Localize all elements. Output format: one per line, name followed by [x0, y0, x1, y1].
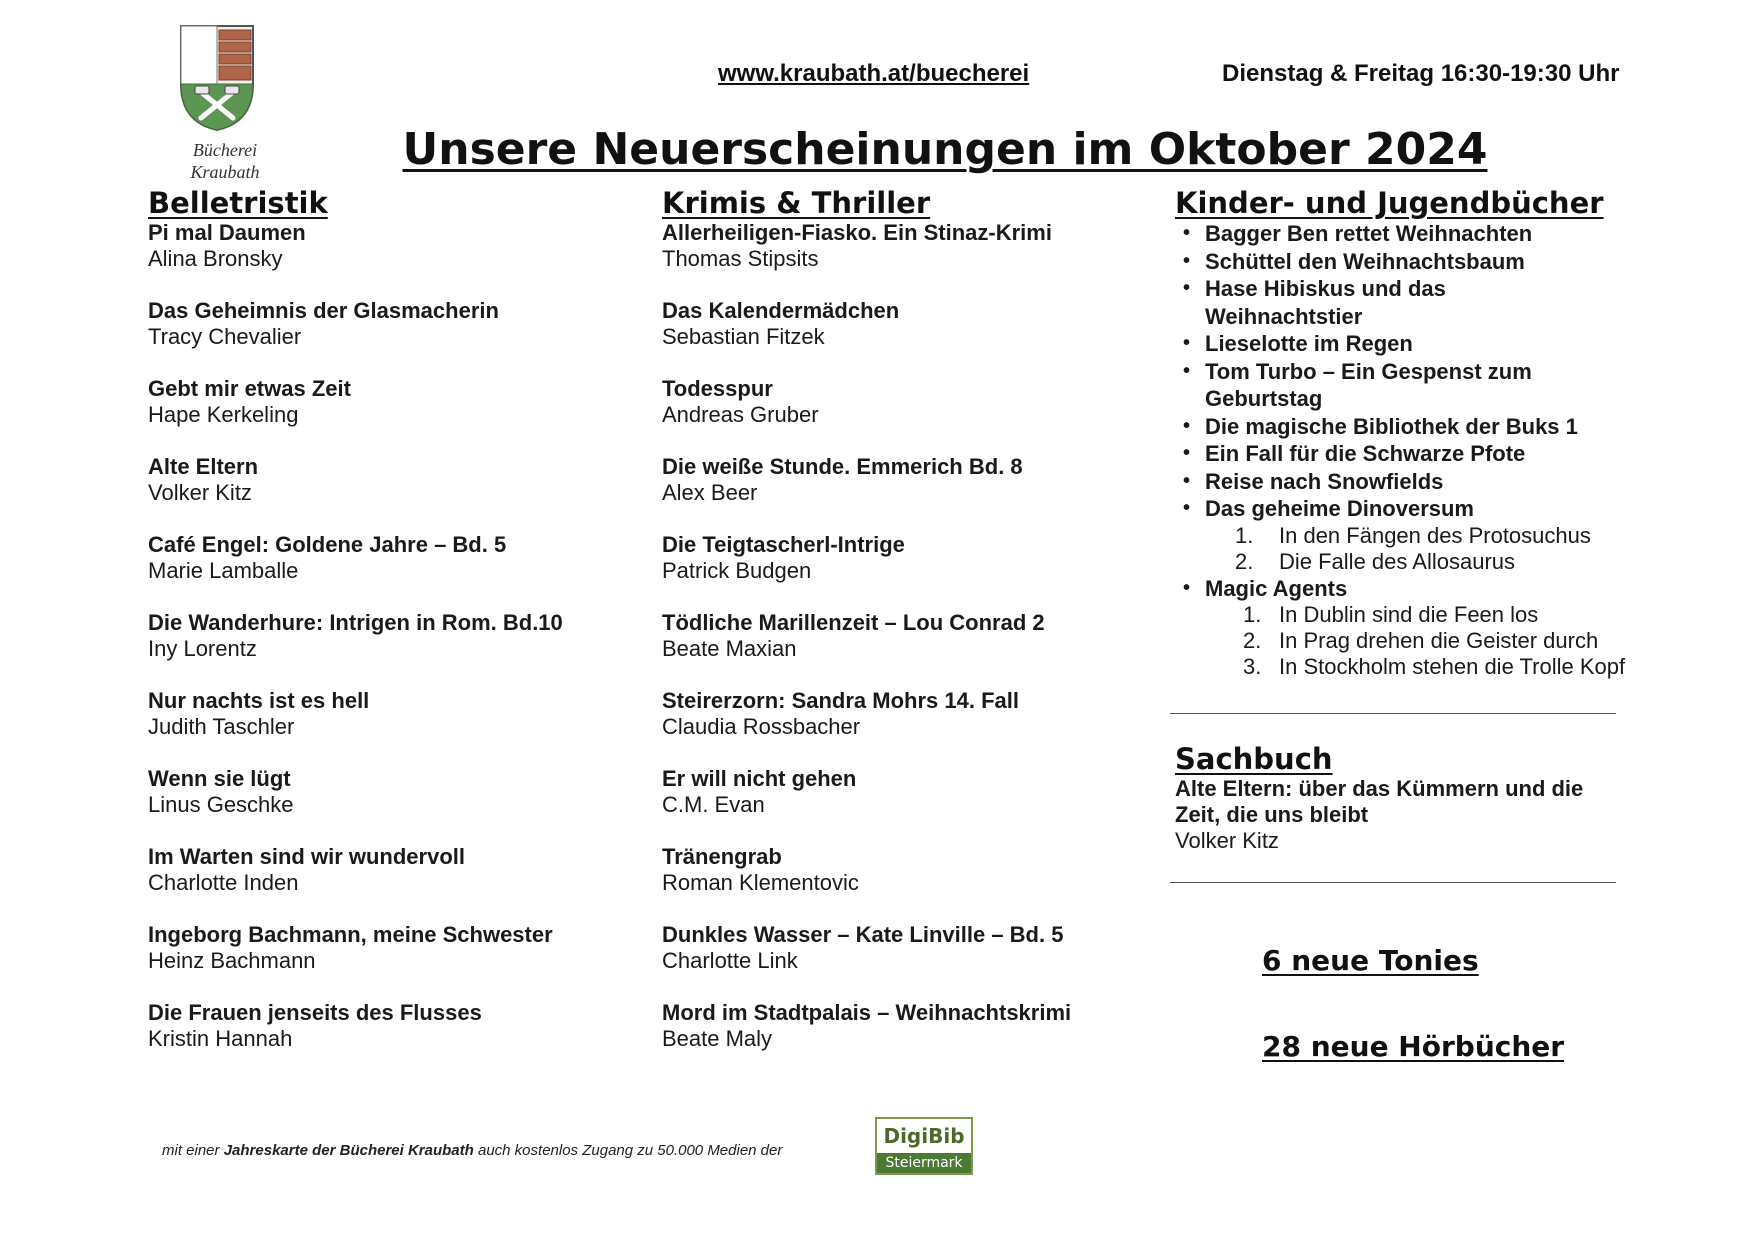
- digibib-badge[interactable]: [875, 1117, 973, 1175]
- book-entry: [148, 1000, 648, 1052]
- book-entry: [148, 922, 648, 974]
- item-number: 2.: [1243, 628, 1262, 653]
- sachbuch-section: [1175, 742, 1615, 854]
- footer-bold: Jahreskarte der Bücherei Kraubath: [223, 1142, 474, 1159]
- logo-line-2: Kraubath: [190, 162, 260, 182]
- book-title: Alte Eltern: über das Kümmern und die Zeit, die uns bleibt: [1175, 776, 1584, 827]
- book-entry: [148, 220, 648, 272]
- sublist-item: [1205, 654, 1635, 680]
- website-link[interactable]: www.kraubath.at/buecherei: [718, 60, 1030, 87]
- list-item-text: Ein Fall für die Schwarze Pfote: [1205, 441, 1526, 466]
- book-entry: [662, 766, 1182, 818]
- book-entry: [148, 454, 648, 506]
- sublist-item: [1205, 523, 1635, 549]
- krimis-column: [662, 186, 1182, 1078]
- sublist-item-text: Die Falle des Allosaurus: [1279, 548, 1516, 574]
- book-entry: [148, 766, 648, 818]
- bullet-icon: •: [1183, 414, 1191, 437]
- book-title: Im Warten sind wir wundervoll: [148, 844, 466, 869]
- list-item: [1175, 468, 1635, 496]
- book-author: Sebastian Fitzek: [662, 324, 825, 349]
- book-author: Roman Klementovic: [662, 870, 859, 895]
- sublist-item-text: In den Fängen des Protosuchus: [1279, 522, 1591, 548]
- divider-2: [1170, 882, 1616, 883]
- list-item-text: Lieselotte im Regen: [1205, 331, 1413, 356]
- book-author: Heinz Bachmann: [148, 948, 316, 973]
- book-author: Andreas Gruber: [662, 402, 819, 427]
- belletristik-list: [148, 220, 648, 1052]
- book-author: C.M. Evan: [662, 792, 765, 817]
- kinder-list: [1175, 220, 1635, 680]
- book-entry: [148, 610, 648, 662]
- book-author: Marie Lamballe: [148, 558, 299, 583]
- item-number: 1.: [1235, 522, 1254, 548]
- book-entry: [662, 454, 1182, 506]
- sublist-item: [1205, 602, 1635, 628]
- list-item: [1175, 330, 1635, 358]
- book-author: Charlotte Inden: [148, 870, 299, 895]
- list-item-text: Tom Turbo – Ein Gespenst zum: [1205, 358, 1532, 384]
- book-entry: [662, 922, 1182, 974]
- list-item: [1175, 248, 1635, 276]
- list-item-text: Hase Hibiskus und das: [1205, 276, 1446, 301]
- book-author: Charlotte Link: [662, 948, 798, 973]
- book-author: Alina Bronsky: [148, 246, 283, 271]
- sublist-item: [1205, 628, 1635, 654]
- book-title: Nur nachts ist es hell: [148, 688, 370, 713]
- book-title: Tödliche Marillenzeit – Lou Conrad 2: [662, 610, 1045, 635]
- book-author: Beate Maly: [662, 1026, 773, 1051]
- item-number: 3.: [1243, 654, 1262, 679]
- footer-text: [162, 1142, 782, 1159]
- list-item-text: Magic Agents: [1205, 575, 1348, 601]
- bullet-icon: •: [1183, 469, 1191, 492]
- list-item-text: Bagger Ben rettet Weihnachten: [1205, 221, 1533, 246]
- sublist-item-text: In Prag drehen die Geister durch: [1279, 628, 1599, 653]
- bullet-icon: •: [1183, 442, 1191, 464]
- book-author: Beate Maxian: [662, 636, 797, 661]
- book-title: Alte Eltern: [148, 454, 259, 479]
- book-entry: [662, 844, 1182, 896]
- dinoversum-sublist: [1205, 523, 1635, 575]
- book-entry: [662, 220, 1182, 272]
- book-title: Die Frauen jenseits des Flusses: [148, 1000, 482, 1025]
- book-entry: [662, 688, 1182, 740]
- bullet-icon: •: [1183, 332, 1191, 354]
- book-title: Das Geheimnis der Glasmacherin: [148, 298, 499, 323]
- sublist-item-text: In Dublin sind die Feen los: [1279, 602, 1539, 627]
- belletristik-heading: Belletristik: [148, 186, 328, 220]
- list-item-text: Das geheime Dinoversum: [1205, 496, 1474, 521]
- book-entry: [148, 532, 648, 584]
- book-title: Steirerzorn: Sandra Mohrs 14. Fall: [662, 688, 1019, 713]
- book-entry: [148, 844, 648, 896]
- list-item: [1175, 440, 1635, 468]
- book-author: Patrick Budgen: [662, 558, 812, 583]
- digibib-badge-top: DigiBib: [883, 1124, 965, 1148]
- opening-hours: Dienstag & Freitag 16:30-19:30 Uhr: [1222, 60, 1620, 87]
- book-entry: [662, 532, 1182, 584]
- book-entry: [662, 1000, 1182, 1052]
- book-title: Die Teigtascherl-Intrige: [662, 532, 905, 557]
- list-item: [1175, 575, 1635, 681]
- book-entry: [148, 376, 648, 428]
- book-title: Die weiße Stunde. Emmerich Bd. 8: [662, 454, 1023, 479]
- book-author: Volker Kitz: [148, 480, 252, 505]
- krimis-list: [662, 220, 1182, 1052]
- book-title: Wenn sie lügt: [148, 766, 291, 791]
- book-title: Todesspur: [662, 376, 773, 401]
- coat-of-arms-icon: [175, 22, 259, 132]
- page-title: [0, 124, 1754, 175]
- list-item: [1175, 220, 1635, 248]
- book-author: Linus Geschke: [148, 792, 294, 817]
- bullet-icon: •: [1183, 222, 1191, 244]
- book-title: Die Wanderhure: Intrigen in Rom. Bd.10: [148, 610, 563, 635]
- book-entry: [662, 376, 1182, 428]
- sublist-item-text: In Stockholm stehen die Trolle Kopf: [1279, 654, 1626, 679]
- book-title: Er will nicht gehen: [662, 766, 857, 791]
- list-item: [1175, 358, 1635, 413]
- bullet-icon: •: [1183, 249, 1191, 272]
- logo-line-1: Bücherei: [192, 140, 258, 160]
- belletristik-column: [148, 186, 648, 1078]
- book-title: Dunkles Wasser – Kate Linville – Bd. 5: [662, 922, 1064, 947]
- item-number: 1.: [1243, 602, 1262, 627]
- footer-pre: mit einer: [162, 1142, 220, 1159]
- book-entry: [148, 298, 648, 350]
- list-item-text-cont: Geburtstag: [1205, 386, 1323, 411]
- list-item-text: Reise nach Snowfields: [1205, 468, 1444, 494]
- book-author: Claudia Rossbacher: [662, 714, 861, 739]
- kinder-heading: Kinder- und Jugendbücher: [1175, 186, 1604, 220]
- book-author: Alex Beer: [662, 480, 758, 505]
- book-title: Tränengrab: [662, 844, 782, 869]
- list-item-text: Schüttel den Weihnachtsbaum: [1205, 248, 1525, 274]
- bullet-icon: •: [1183, 497, 1191, 519]
- book-author: Kristin Hannah: [148, 1026, 293, 1051]
- book-title: Pi mal Daumen: [148, 220, 306, 245]
- book-author: Thomas Stipsits: [662, 246, 819, 271]
- book-entry: [662, 298, 1182, 350]
- book-author: Tracy Chevalier: [148, 324, 302, 349]
- book-title: Ingeborg Bachmann, meine Schwester: [148, 922, 553, 947]
- book-title: Allerheiligen-Fiasko. Ein Stinaz-Krimi: [662, 220, 1052, 245]
- item-number: 2.: [1235, 548, 1254, 574]
- book-entry: [662, 610, 1182, 662]
- list-item: [1175, 275, 1635, 330]
- sachbuch-heading: Sachbuch: [1175, 742, 1333, 776]
- list-item-text: Die magische Bibliothek der Buks 1: [1205, 413, 1578, 439]
- bullet-icon: •: [1183, 576, 1191, 599]
- book-title: Das Kalendermädchen: [662, 298, 900, 323]
- hoerbuecher-note: 28 neue Hörbücher: [1262, 1030, 1565, 1063]
- magic-agents-sublist: [1205, 602, 1635, 680]
- list-item: [1175, 495, 1635, 575]
- book-entry: [148, 688, 648, 740]
- kinder-column: [1175, 186, 1635, 680]
- bullet-icon: •: [1183, 277, 1191, 299]
- book-author: Iny Lorentz: [148, 636, 257, 661]
- list-item-text-cont: Weihnachtstier: [1205, 303, 1363, 329]
- book-author: Hape Kerkeling: [148, 402, 299, 427]
- krimis-heading: Krimis & Thriller: [662, 186, 931, 220]
- book-title: Gebt mir etwas Zeit: [148, 376, 351, 401]
- list-item: [1175, 413, 1635, 441]
- book-title: Mord im Stadtpalais – Weihnachtskrimi: [662, 1000, 1072, 1025]
- page-title-text: Unsere Neuerscheinungen im Oktober 2024: [402, 124, 1488, 175]
- book-author: Judith Taschler: [148, 714, 295, 739]
- book-title: Café Engel: Goldene Jahre – Bd. 5: [148, 532, 507, 557]
- book-author: Volker Kitz: [1175, 828, 1279, 853]
- divider-1: [1170, 713, 1616, 714]
- digibib-badge-bottom: Steiermark: [877, 1153, 971, 1173]
- bullet-icon: •: [1183, 359, 1191, 382]
- footer-post: auch kostenlos Zugang zu 50.000 Medien der: [477, 1142, 783, 1159]
- tonies-note: 6 neue Tonies: [1262, 944, 1479, 977]
- sublist-item: [1205, 549, 1635, 575]
